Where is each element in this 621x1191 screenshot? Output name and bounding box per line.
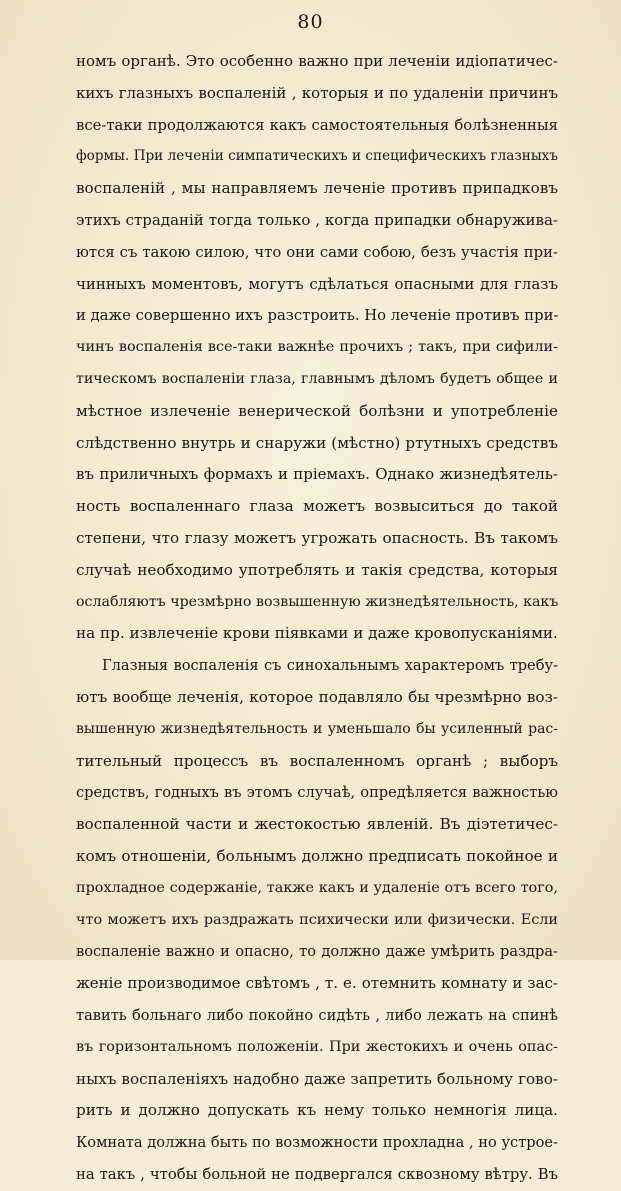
text-line: Комната должна быть по возможности прохладна , но устрое- [76, 1134, 558, 1152]
text-line: ныхъ воспаленіяхъ надобно даже запретить больному гово- [76, 1069, 558, 1088]
text-line: слѣдственно внутрь и снаружи (мѣстно) ртутныхъ средствъ [76, 433, 558, 452]
text-line: и даже совершенно ихъ разстроить. Но леченіе противъ при- [76, 307, 558, 325]
text-line: воспаленій , мы направляемъ леченіе противъ припадковъ [76, 179, 558, 198]
text-line: ность воспаленнаго глаза можетъ возвыситься до такой [76, 497, 558, 516]
text-line: ослабляютъ чрезмѣрно возвышенную жизнедѣятельность, какъ [76, 593, 558, 610]
body-text [76, 46, 558, 1191]
text-line: формы. При леченіи симпатическихъ и специфическихъ глазныхъ [76, 148, 558, 165]
text-line: вышенную жизнедѣятельность и уменьшало бы усиленный рас- [76, 720, 558, 737]
text-line: воспаленіе важно и опасно, то должно даже умѣрить раздра- [76, 943, 558, 961]
text-line: тительный процессъ въ воспаленномъ органѣ ; выборъ [76, 751, 558, 770]
text-line: все-таки продолжаются какъ самостоятельныя болѣзненныя [76, 116, 558, 134]
text-line: въ приличныхъ формахъ и пріемахъ. Однако жизнедѣятель- [76, 465, 558, 484]
text-line: тическомъ воспаленіи глаза, главнымъ дѣломъ будетъ общее и [76, 370, 558, 387]
text-line: чинъ воспаленія все-таки важнѣе прочихъ ; такъ, при сифили- [76, 339, 558, 356]
text-line: ютъ вообще леченія, которое подавляло бы чрезмѣрно воз- [76, 687, 558, 706]
text-line: рить и должно допускать къ нему только немногія лица. [76, 1101, 558, 1120]
text-line: тавить больнаго либо покойно сидѣть , либо лежать на спинѣ [76, 1006, 558, 1024]
text-line: средствъ, годныхъ въ этомъ случаѣ, опредѣляется важностью [76, 784, 558, 802]
text-line: на такъ , чтобы больной не подвергался сквозному вѣтру. Въ [76, 1165, 558, 1183]
text-line: мѣстное излеченіе венерической болѣзни и употребленіе [76, 401, 558, 420]
text-line: прохладное содержаніе, также какъ и удаленіе отъ всего того, [76, 879, 558, 896]
text-line: въ горизонтальномъ положеніи. При жестокихъ и очень опас- [76, 1038, 558, 1055]
text-line: воспаленной части и жестокостью явленій. Въ діэтетичес- [76, 815, 558, 834]
page-number: 80 [297, 11, 324, 33]
text-line: комъ отношеніи, больнымъ должно предписать покойное и [76, 846, 558, 865]
text-line: случаѣ необходимо употреблять и такія средства, которыя [76, 560, 558, 579]
text-line: степени, что глазу можетъ угрожать опасность. Въ такомъ [76, 528, 558, 547]
text-line: этихъ страданій тогда только , когда припадки обнаружива- [76, 210, 558, 229]
text-line: кихъ глазныхъ воспаленій , которыя и по удаленіи причинъ [76, 83, 558, 102]
text-line: чинныхъ моментовъ, могутъ сдѣлаться опасными для глазъ [76, 274, 558, 293]
text-line: номъ органѣ. Это особенно важно при леченіи идіопатичес- [76, 52, 558, 70]
text-line: Глазныя воспаленія съ синохальнымъ характеромъ требу- [102, 657, 558, 675]
text-line: на пр. извлеченіе крови піявками и даже кровопусканіями. [76, 624, 558, 643]
text-line: что можетъ ихъ раздражать психически или физически. Если [76, 911, 558, 928]
text-line: женіе производимое свѣтомъ , т. е. отемнить комнату и зас- [76, 974, 558, 993]
text-line: ются съ такою силою, что они сами собою, безъ участія при- [76, 243, 558, 261]
